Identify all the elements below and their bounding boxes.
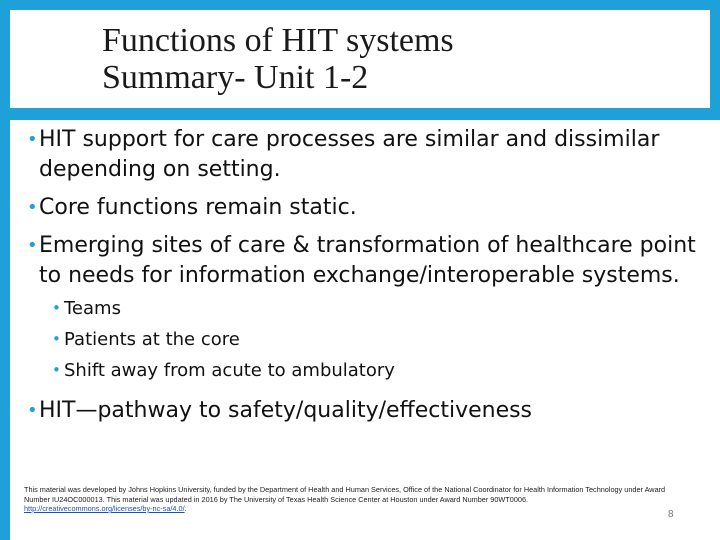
attribution-footer: This material was developed by Johns Hopkins University, funded by the Department of Health and Human Services, Office of the National Coordinator for Health Information Technology under Award Number IU24OC000013. This material was updated in 2016 by The University of Texas Health Science Center at Houston under Award Number 90WT0006. http://creativecommons.org/licenses/by-nc-sa/4.0/. xyxy=(24,485,666,513)
slide-content xyxy=(27,125,707,434)
bullet-dot-icon: • xyxy=(52,330,61,348)
bullet-item xyxy=(27,193,707,223)
top-accent-bar xyxy=(0,0,720,10)
sub-bullet-item xyxy=(52,293,707,324)
bullet-text: Emerging sites of care & transformation of healthcare point to needs for information exchange/interoperable systems. xyxy=(39,233,696,288)
bullet-text: HIT—pathway to safety/quality/effectiveness xyxy=(39,398,533,423)
bullet-text: Core functions remain static. xyxy=(39,195,357,220)
title-line-1: Functions of HIT systems xyxy=(102,22,454,59)
sub-bullet-text: Teams xyxy=(64,298,121,319)
bullet-dot-icon: • xyxy=(27,400,38,421)
bullet-dot-icon: • xyxy=(27,235,38,256)
attribution-text: This material was developed by Johns Hopkins University, funded by the Department of Health and Human Services, Office of the National Coordinator for Health Information Technology under Award Number IU24OC000013. This material was updated in 2016 by The University of Texas Health Science Center at Houston under Award Number 90WT0006. xyxy=(24,485,666,504)
bullet-dot-icon: • xyxy=(27,197,38,218)
bullet-dot-icon: • xyxy=(52,361,61,379)
bullet-item xyxy=(27,396,707,426)
bullet-item xyxy=(27,125,707,185)
sub-bullet-item xyxy=(52,355,707,386)
right-accent-bar xyxy=(710,0,720,120)
title-line-2: Summary- Unit 1-2 xyxy=(102,59,369,96)
sub-bullet-list xyxy=(52,293,707,386)
bullet-text: HIT support for care processes are similar and dissimilar depending on setting. xyxy=(39,127,660,182)
bullet-dot-icon: • xyxy=(27,129,38,150)
left-accent-bar xyxy=(0,0,10,540)
sub-bullet-item xyxy=(52,324,707,355)
sub-bullet-text: Patients at the core xyxy=(64,329,240,350)
page-number: 8 xyxy=(668,509,674,520)
header-divider-band xyxy=(0,108,720,120)
license-link[interactable]: http://creativecommons.org/licenses/by-nc-sa/4.0/ xyxy=(24,504,185,513)
bullet-item xyxy=(27,231,707,291)
bullet-dot-icon: • xyxy=(52,299,61,317)
slide-title xyxy=(102,22,702,96)
sub-bullet-text: Shift away from acute to ambulatory xyxy=(64,360,395,381)
